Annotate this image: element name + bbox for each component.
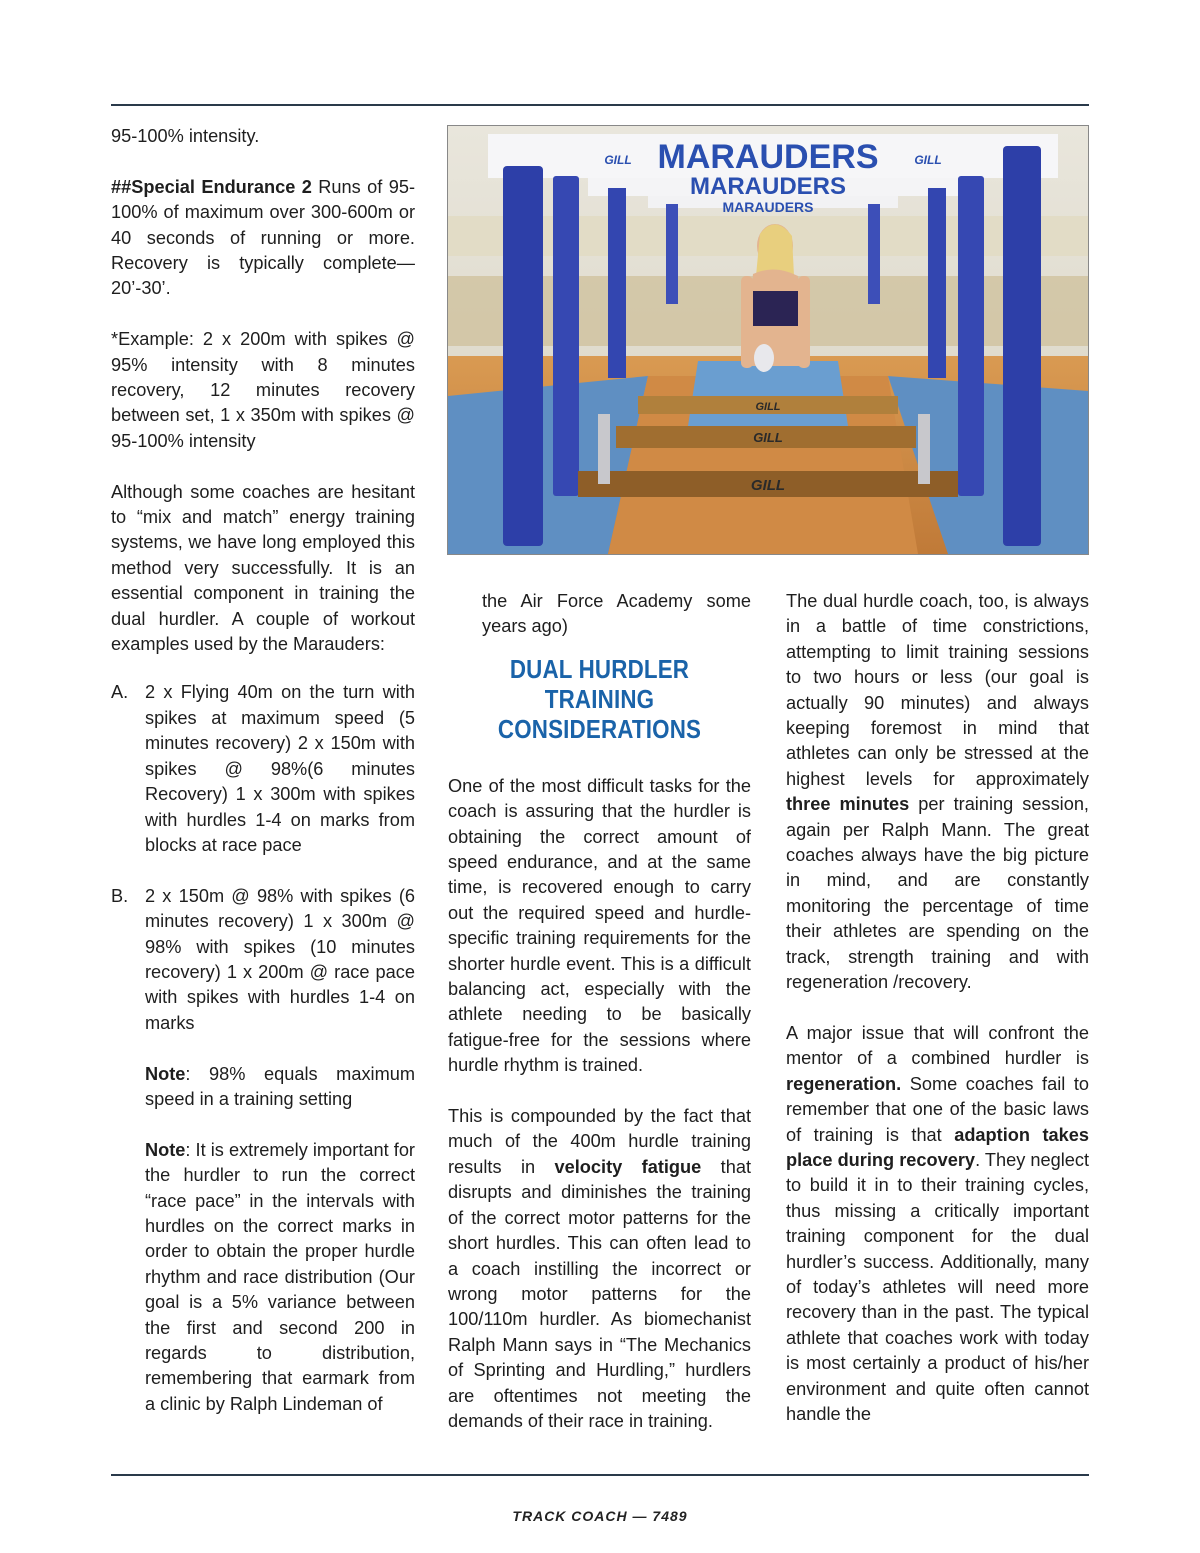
paragraph-text: . They neglect to build it in to their training cycles, thus missing a critically important training component for the dual hurdler’s success. Additionally, many of today’s athletes will need more recovery than in the past. The typical athlete that coaches work with today is most certainly a product of his/her environment and quite often cannot handle the	[786, 1149, 1089, 1424]
paragraph-text: that disrupts and diminishes the training of the correct motor patterns for the short hurdles. This can often lead to a coach instilling the incorrect or wrong motor patterns for the 100/110m hurdler. As biomechanist Ralph Mann says in “The Mechanics of Sprinting and Hurdling,” hurdlers are oftentimes not meeting the demands of their race in training.	[448, 1156, 751, 1431]
continued-text: the Air Force Academy some years ago)	[482, 591, 751, 637]
note-label: Note	[145, 1063, 186, 1084]
note-text: : 98% equals maximum speed in a training setting	[145, 1063, 415, 1109]
special-endurance-2-title: ##Special Endurance 2	[111, 176, 312, 197]
top-rule	[111, 104, 1089, 106]
banner-text-2: MARAUDERS	[690, 173, 846, 200]
bold-term: adaption takes place during recovery	[786, 1124, 1089, 1170]
note-1	[111, 1062, 415, 1113]
heading-line-1: DUAL HURDLER TRAINING	[509, 653, 690, 714]
list-item	[111, 884, 415, 1036]
paragraph-text: The dual hurdle coach, too, is always in a battle of time constrictions, attempting to limit training sessions to two hours or less (our goal is actually 90 minutes) and always keeping foremost in mind that athletes can only be stressed at the highest levels for approximately	[786, 591, 1089, 789]
paragraph-time-constrictions	[786, 589, 1089, 996]
note-label: Note	[145, 1139, 186, 1160]
section-heading	[469, 654, 730, 744]
special-endurance-2	[111, 175, 415, 302]
list-item-text: 2 x Flying 40m on the turn with spikes at maximum speed (5 minutes recovery) 2 x 150m with spikes @ 98%(6 minutes Recovery) 1 x 300m with spikes with hurdles 1-4 on marks from blocks at race pace	[145, 682, 415, 855]
banner-text-3: MARAUDERS	[722, 199, 814, 215]
paragraph-text: This is compounded by the fact that much of the 400m hurdle training results in	[448, 1106, 751, 1177]
hurdler-photo-illustration	[448, 126, 1088, 554]
brand-label: GILL	[604, 153, 632, 167]
column-left	[111, 124, 415, 1417]
hurdler-photo	[447, 125, 1089, 555]
page-footer: TRACK COACH — 7489	[512, 1508, 688, 1524]
paragraph-text: A major issue that will confront the mentor of a combined hurdler is	[786, 1022, 1089, 1069]
list-marker: A.	[111, 682, 129, 703]
column-right	[786, 589, 1089, 1427]
board-brand-label: GILL	[750, 477, 786, 494]
bold-term: three minutes	[786, 794, 910, 815]
note-2	[111, 1138, 415, 1417]
banner-text-1: MARAUDERS	[657, 138, 879, 176]
paragraph-text: per training session, again per Ralph Mann. The great coaches always have the big picture in mind, and are constantly monitoring the percentage of time their athletes are spending on the track, strength training and with regeneration /recovery.	[786, 794, 1089, 993]
bold-term: velocity fatigue	[554, 1156, 702, 1177]
bold-term: regeneration.	[786, 1073, 902, 1094]
bottom-rule	[111, 1474, 1089, 1476]
note-text: : It is extremely important for the hurdler to run the correct “race pace” in the intervals with hurdles on the correct marks in order to obtain the proper hurdle rhythm and race distribution (Our goal is a 5% variance between the first and second 200 in regards to distribution, remembering that earmark from a clinic by Ralph Lindeman of	[145, 1139, 415, 1414]
list-item-text: 2 x 150m @ 98% with spikes (6 minutes recovery) 1 x 300m @ 98% with spikes (10 minutes recovery) 1 x 200m @ race pace with spikes with hurdles 1-4 on marks	[145, 885, 415, 1033]
mix-match-paragraph: Although some coaches are hesitant to “mix and match” energy training systems, we have long employed this method very successfully. It is an essential component in training the dual hurdler. A couple of workout examples used by the Marauders:	[111, 481, 415, 655]
column-middle	[448, 589, 751, 1434]
board-brand-label: GILL	[753, 430, 783, 445]
special-endurance-2-text: Runs of 95-100% of maximum over 300-600m or 40 seconds of running or more. Recovery is typically complete—20’-30’.	[111, 176, 416, 299]
list-marker: B.	[111, 885, 129, 906]
brand-label: GILL	[914, 153, 942, 167]
board-brand-label: GILL	[755, 401, 781, 413]
example-text: *Example: 2 x 200m with spikes @ 95% intensity with 8 minutes recovery, 12 minutes recovery between set, 1 x 350m with spikes @ 95-100% intensity	[111, 329, 415, 451]
paragraph-text: Some coaches fail to remember that one of the basic laws of training is that	[786, 1073, 1089, 1145]
list-item	[111, 680, 415, 858]
intro-text: 95-100% intensity.	[111, 126, 260, 146]
paragraph-difficult-tasks: One of the most difficult tasks for the coach is assuring that the hurdler is obtaining the correct amount of speed endurance, and at the same time, is recovered enough to carry out the required speed and hurdle-specific training requirements for the shorter hurdle event. This is a difficult balancing act, especially with the athlete needing to be basically fatigue-free for the sessions where hurdle rhythm is trained.	[448, 775, 751, 1076]
heading-line-2: CONSIDERATIONS	[497, 713, 702, 744]
paragraph-regeneration	[786, 1021, 1089, 1428]
paragraph-compounded	[448, 1104, 751, 1434]
